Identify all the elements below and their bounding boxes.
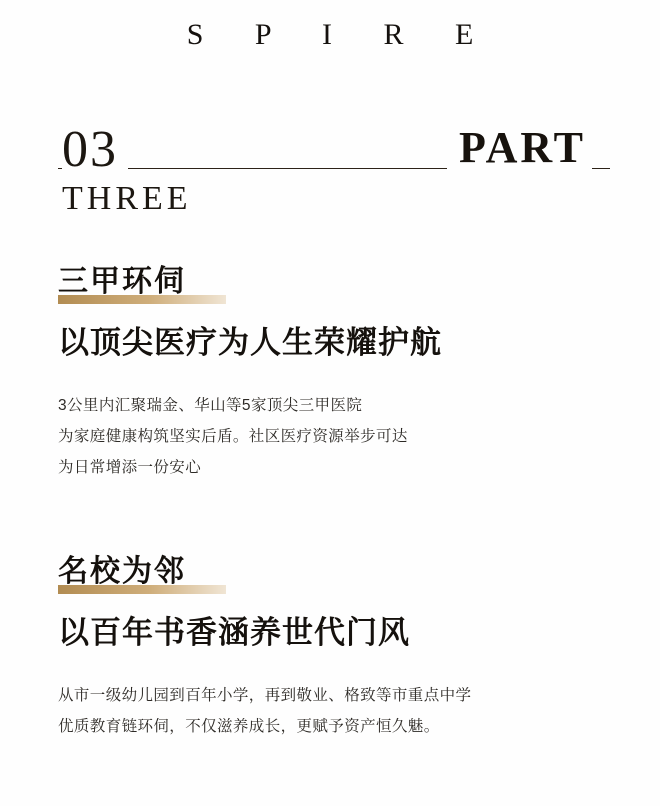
section-education [58, 552, 618, 742]
part-label: PART [447, 126, 592, 170]
kicker-wrap [58, 262, 618, 308]
body-line: 3公里内汇聚瑞金、华山等5家顶尖三甲医院 [58, 397, 363, 414]
body-line: 优质教育链环伺，不仅滋养成长，更赋予资产恒久魅。 [58, 718, 440, 735]
body-line: 从市一级幼儿园到百年小学，再到敬业、格致等市重点中学 [58, 687, 472, 704]
section-headline: 以顶尖医疗为人生荣耀护航 [58, 325, 442, 360]
section-body [58, 680, 618, 742]
body-line: 为家庭健康构筑坚实后盾。社区医疗资源举步可达 [58, 428, 408, 445]
part-number: 03 [62, 124, 128, 176]
body-line: 为日常增添一份安心 [58, 459, 202, 476]
section-kicker: 名校为邻 [58, 555, 186, 588]
brand-wordmark: S P I R E [186, 18, 496, 51]
section-headline: 以百年书香涵养世代门风 [58, 615, 410, 650]
section-medical [58, 262, 618, 483]
section-body [58, 390, 618, 483]
kicker-wrap [58, 552, 618, 598]
part-ordinal: THREE [62, 180, 192, 217]
part-header [58, 118, 610, 228]
section-kicker: 三甲环伺 [58, 265, 186, 298]
